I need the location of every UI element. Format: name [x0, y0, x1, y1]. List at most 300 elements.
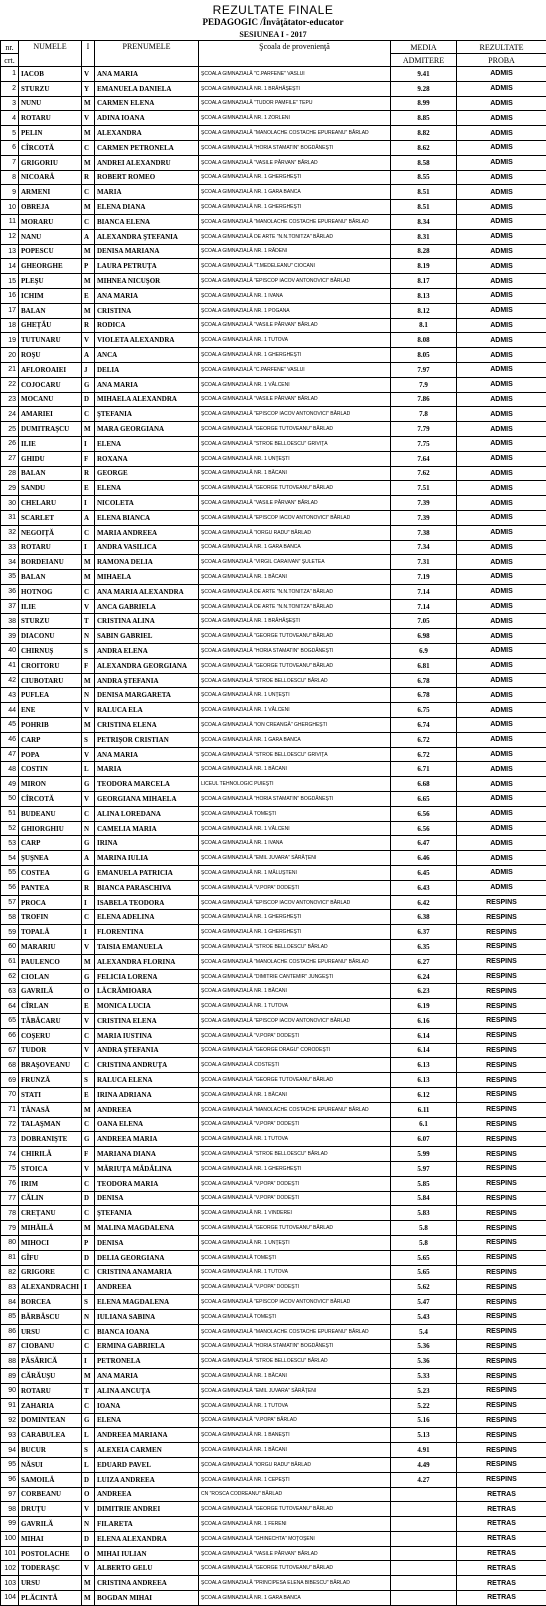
- first-name: ANDREI ALEXANDRU: [95, 155, 199, 170]
- row-number: 32: [1, 525, 19, 540]
- first-name: CAMELIA MARIA: [95, 821, 199, 836]
- initial: C: [82, 1176, 95, 1191]
- last-name: BALAN: [19, 303, 82, 318]
- last-name: TOPALĂ: [19, 925, 82, 940]
- first-name: MONICA LUCIA: [95, 999, 199, 1014]
- admission-average: 6.43: [391, 880, 457, 895]
- initial: G: [82, 969, 95, 984]
- school-name: ŞCOALA GIMNAZIALĂ "HORIA STAMATIN" BOGDĂNEŞTI: [199, 644, 391, 659]
- admission-average: 6.71: [391, 762, 457, 777]
- admission-average: 6.42: [391, 895, 457, 910]
- result-status: ADMIS: [457, 333, 546, 348]
- admission-average: 7.86: [391, 392, 457, 407]
- school-name: ŞCOALA GIMNAZIALĂ "EMIL JUVARA" SĂRĂŢENI: [199, 851, 391, 866]
- school-name: ŞCOALA GIMNAZIALĂ NR. 1 GARA BANCA: [199, 540, 391, 555]
- table-row: [1, 244, 546, 259]
- admission-average: 4.49: [391, 1457, 457, 1472]
- result-status: ADMIS: [457, 466, 546, 481]
- first-name: MĂRIUŢA MĂDĂLINA: [95, 1161, 199, 1176]
- last-name: COSTEA: [19, 866, 82, 881]
- initial: G: [82, 836, 95, 851]
- last-name: ARMENI: [19, 185, 82, 200]
- first-name: ALBERTO GELU: [95, 1561, 199, 1576]
- row-number: 20: [1, 348, 19, 363]
- last-name: CĂLIN: [19, 1191, 82, 1206]
- table-row: [1, 496, 546, 511]
- col-rezultate-header: REZULTATE: [457, 41, 546, 54]
- school-name: ŞCOALA GIMNAZIALĂ "VASILE PÂRVAN" BÂRLAD: [199, 155, 391, 170]
- col-nume-header: NUMELE: [19, 41, 82, 67]
- result-status: RESPINS: [457, 999, 546, 1014]
- result-status: RESPINS: [457, 1428, 546, 1443]
- admission-average: 6.56: [391, 806, 457, 821]
- school-name: CN "ROSCA CODREANU" BÂRLAD: [199, 1487, 391, 1502]
- admission-average: 6.27: [391, 954, 457, 969]
- table-row: [1, 1591, 546, 1606]
- table-row: [1, 673, 546, 688]
- school-name: ŞCOALA GIMNAZIALĂ "EPISCOP IACOV ANTONOVICI" BÂRLAD: [199, 407, 391, 422]
- table-row: [1, 792, 546, 807]
- initial: N: [82, 1309, 95, 1324]
- admission-average: 8.82: [391, 126, 457, 141]
- result-status: RETRAS: [457, 1546, 546, 1561]
- initial: L: [82, 1457, 95, 1472]
- row-number: 92: [1, 1413, 19, 1428]
- row-number: 51: [1, 806, 19, 821]
- first-name: LUIZA ANDREEA: [95, 1472, 199, 1487]
- row-number: 56: [1, 880, 19, 895]
- admission-average: 8.05: [391, 348, 457, 363]
- table-row: [1, 377, 546, 392]
- table-row: [1, 1309, 546, 1324]
- first-name: DENISA MARIANA: [95, 244, 199, 259]
- first-name: ANDREEA MARIANA: [95, 1428, 199, 1443]
- school-name: ŞCOALA GIMNAZIALĂ "T.MEDELEANU" CIOCANI: [199, 259, 391, 274]
- school-name: ŞCOALA GIMNAZIALĂ NR. 1 TUTOVA: [199, 1132, 391, 1147]
- admission-average: 7.39: [391, 510, 457, 525]
- table-row: [1, 126, 546, 141]
- admission-average: 7.9: [391, 377, 457, 392]
- first-name: CRISTINA ELENA: [95, 1014, 199, 1029]
- admission-average: 7.64: [391, 451, 457, 466]
- school-name: ŞCOALA GIMNAZIALĂ NR. 1 VINDEREI: [199, 1206, 391, 1221]
- first-name: ANDRA VASILICA: [95, 540, 199, 555]
- last-name: SAMOILĂ: [19, 1472, 82, 1487]
- col-scoala-header: Şcoala de provenienţă: [199, 41, 391, 67]
- admission-average: 8.19: [391, 259, 457, 274]
- first-name: ALEXEIA CARMEN: [95, 1443, 199, 1458]
- result-status: ADMIS: [457, 540, 546, 555]
- table-row: [1, 1265, 546, 1280]
- first-name: ALEXANDRA FLORINA: [95, 954, 199, 969]
- row-number: 34: [1, 555, 19, 570]
- row-number: 98: [1, 1502, 19, 1517]
- row-number: 49: [1, 777, 19, 792]
- last-name: DUMITRAŞCU: [19, 422, 82, 437]
- row-number: 62: [1, 969, 19, 984]
- result-status: RESPINS: [457, 1043, 546, 1058]
- table-row: [1, 451, 546, 466]
- row-number: 54: [1, 851, 19, 866]
- initial: F: [82, 451, 95, 466]
- admission-average: 8.62: [391, 140, 457, 155]
- first-name: ANCA: [95, 348, 199, 363]
- result-status: RESPINS: [457, 925, 546, 940]
- row-number: 42: [1, 673, 19, 688]
- result-status: ADMIS: [457, 362, 546, 377]
- table-row: [1, 732, 546, 747]
- result-status: ADMIS: [457, 673, 546, 688]
- table-row: [1, 1014, 546, 1029]
- initial: S: [82, 1295, 95, 1310]
- school-name: ŞCOALA GIMNAZIALĂ "DIMITRIE CANTEMIR" JUNGEŞTI: [199, 969, 391, 984]
- initial: N: [82, 1517, 95, 1532]
- admission-average: 8.85: [391, 111, 457, 126]
- row-number: 82: [1, 1265, 19, 1280]
- school-name: ŞCOALA GIMNAZIALĂ "EPISCOP IACOV ANTONOVICI" BÂRLAD: [199, 1014, 391, 1029]
- result-status: ADMIS: [457, 836, 546, 851]
- school-name: ŞCOALA GIMNAZIALĂ "GEORGE TUTOVEANU" BÂRLAD: [199, 629, 391, 644]
- admission-average: 6.16: [391, 1014, 457, 1029]
- last-name: ICHIM: [19, 288, 82, 303]
- admission-average: 8.51: [391, 200, 457, 215]
- last-name: CÎRCOTĂ: [19, 792, 82, 807]
- initial: M: [82, 673, 95, 688]
- first-name: ANA MARIA: [95, 288, 199, 303]
- first-name: ELENA ALEXANDRA: [95, 1531, 199, 1546]
- initial: M: [82, 1591, 95, 1606]
- first-name: MALINA MAGDALENA: [95, 1221, 199, 1236]
- table-row: [1, 1295, 546, 1310]
- school-name: ŞCOALA GIMNAZIALĂ NR. 1 BRĂHĂŞEŞTI: [199, 81, 391, 96]
- row-number: 7: [1, 155, 19, 170]
- admission-average: 5.23: [391, 1383, 457, 1398]
- admission-average: 6.35: [391, 940, 457, 955]
- initial: R: [82, 880, 95, 895]
- result-status: ADMIS: [457, 392, 546, 407]
- row-number: 36: [1, 584, 19, 599]
- first-name: DENISA: [95, 1191, 199, 1206]
- admission-average: 7.8: [391, 407, 457, 422]
- row-number: 39: [1, 629, 19, 644]
- result-status: RESPINS: [457, 1235, 546, 1250]
- first-name: DENISA: [95, 1235, 199, 1250]
- last-name: ROTARU: [19, 540, 82, 555]
- initial: M: [82, 570, 95, 585]
- admission-average: 6.47: [391, 836, 457, 851]
- first-name: ELENA: [95, 481, 199, 496]
- school-name: ŞCOALA GIMNAZIALĂ NR. 1 BĂCANI: [199, 1087, 391, 1102]
- table-row: [1, 584, 546, 599]
- first-name: ELENA ADELINA: [95, 910, 199, 925]
- row-number: 22: [1, 377, 19, 392]
- admission-average: 7.19: [391, 570, 457, 585]
- result-status: ADMIS: [457, 155, 546, 170]
- first-name: IRINA ADRIANA: [95, 1087, 199, 1102]
- first-name: TAISIA EMANUELA: [95, 940, 199, 955]
- initial: M: [82, 244, 95, 259]
- last-name: GHIORGHIU: [19, 821, 82, 836]
- initial: V: [82, 67, 95, 82]
- last-name: MIHĂILĂ: [19, 1221, 82, 1236]
- initial: M: [82, 1102, 95, 1117]
- table-row: [1, 170, 546, 185]
- row-number: 11: [1, 214, 19, 229]
- school-name: ŞCOALA GIMNAZIALĂ "STROE BELLOESCU" GRIVIŢA: [199, 436, 391, 451]
- result-status: ADMIS: [457, 244, 546, 259]
- result-status: RESPINS: [457, 1117, 546, 1132]
- first-name: MIHAELA: [95, 570, 199, 585]
- first-name: RALUCA ELA: [95, 703, 199, 718]
- first-name: ALEXANDRA: [95, 126, 199, 141]
- first-name: CRISTINA ANAMARIA: [95, 1265, 199, 1280]
- initial: M: [82, 1576, 95, 1591]
- result-status: RETRAS: [457, 1561, 546, 1576]
- table-row: [1, 1487, 546, 1502]
- admission-average: 8.13: [391, 288, 457, 303]
- last-name: OBREJA: [19, 200, 82, 215]
- result-status: RESPINS: [457, 1014, 546, 1029]
- school-name: ŞCOALA GIMNAZIALĂ NR. 1 BRĂHĂŞEŞTI: [199, 614, 391, 629]
- table-row: [1, 1147, 546, 1162]
- first-name: ROBERT ROMEO: [95, 170, 199, 185]
- result-status: RESPINS: [457, 1295, 546, 1310]
- admission-average: 8.99: [391, 96, 457, 111]
- col-crt-header: crt.: [1, 54, 19, 67]
- school-name: ŞCOALA GIMNAZIALĂ "GEORGE TUTOVEANU" BÂRLAD: [199, 1073, 391, 1088]
- result-status: RETRAS: [457, 1502, 546, 1517]
- row-number: 69: [1, 1073, 19, 1088]
- first-name: ALINA ANCUŢA: [95, 1383, 199, 1398]
- admission-average: 6.23: [391, 984, 457, 999]
- initial: M: [82, 200, 95, 215]
- school-name: ŞCOALA GIMNAZIALĂ "TUDOR PAMFILE" TEPU: [199, 96, 391, 111]
- initial: A: [82, 510, 95, 525]
- table-row: [1, 969, 546, 984]
- table-row: [1, 1087, 546, 1102]
- table-row: [1, 1161, 546, 1176]
- row-number: 77: [1, 1191, 19, 1206]
- school-name: ŞCOALA GIMNAZIALĂ "EPISCOP IACOV ANTONOVICI" BÂRLAD: [199, 1295, 391, 1310]
- result-status: ADMIS: [457, 407, 546, 422]
- admission-average: 5.4: [391, 1324, 457, 1339]
- table-row: [1, 392, 546, 407]
- school-name: ŞCOALA GIMNAZIALĂ NR. 1 GHERGHEŞTI: [199, 1161, 391, 1176]
- last-name: PĂSĂRICĂ: [19, 1354, 82, 1369]
- result-status: ADMIS: [457, 777, 546, 792]
- school-name: ŞCOALA GIMNAZIALĂ "EPISCOP IACOV ANTONOVICI" BÂRLAD: [199, 895, 391, 910]
- result-status: ADMIS: [457, 806, 546, 821]
- admission-average: 5.36: [391, 1339, 457, 1354]
- school-name: ŞCOALA GIMNAZIALĂ NR. 1 BĂCANI: [199, 984, 391, 999]
- table-row: [1, 866, 546, 881]
- last-name: POPA: [19, 747, 82, 762]
- school-name: ŞCOALA GIMNAZIALĂ "MANOLACHE COSTACHE EPUREANU" BÂRLAD: [199, 126, 391, 141]
- initial: M: [82, 1221, 95, 1236]
- school-name: ŞCOALA GIMNAZIALĂ "PRINCIPESA ELENA BIBESCU" BÂRLAD: [199, 1576, 391, 1591]
- last-name: DOBRANIŞTE: [19, 1132, 82, 1147]
- first-name: ANA MARIA: [95, 1369, 199, 1384]
- first-name: MARIA: [95, 762, 199, 777]
- result-status: ADMIS: [457, 703, 546, 718]
- row-number: 81: [1, 1250, 19, 1265]
- initial: E: [82, 481, 95, 496]
- admission-average: 7.79: [391, 422, 457, 437]
- initial: M: [82, 1369, 95, 1384]
- initial: V: [82, 792, 95, 807]
- row-number: 73: [1, 1132, 19, 1147]
- table-row: [1, 362, 546, 377]
- row-number: 86: [1, 1324, 19, 1339]
- initial: S: [82, 1073, 95, 1088]
- last-name: ŞUŞNEA: [19, 851, 82, 866]
- school-name: ŞCOALA GIMNAZIALĂ "VASILE PÂRVAN" BÂRLAD: [199, 392, 391, 407]
- table-row: [1, 1354, 546, 1369]
- admission-average: 5.62: [391, 1280, 457, 1295]
- first-name: RAMONA DELIA: [95, 555, 199, 570]
- admission-average: 6.72: [391, 732, 457, 747]
- last-name: SCARLET: [19, 510, 82, 525]
- first-name: ELENA DIANA: [95, 200, 199, 215]
- result-status: ADMIS: [457, 732, 546, 747]
- row-number: 48: [1, 762, 19, 777]
- school-name: ŞCOALA GIMNAZIALĂ "VASILE PÂRVAN" BÂRLAD: [199, 318, 391, 333]
- first-name: VIOLETA ALEXANDRA: [95, 333, 199, 348]
- table-row: [1, 525, 546, 540]
- last-name: ALEXANDRACHI: [19, 1280, 82, 1295]
- initial: I: [82, 895, 95, 910]
- first-name: PETRONELA: [95, 1354, 199, 1369]
- row-number: 60: [1, 940, 19, 955]
- table-row: [1, 466, 546, 481]
- last-name: IRIM: [19, 1176, 82, 1191]
- initial: O: [82, 984, 95, 999]
- admission-average: 8.55: [391, 170, 457, 185]
- first-name: ALINA LOREDANA: [95, 806, 199, 821]
- table-row: [1, 1102, 546, 1117]
- initial: C: [82, 584, 95, 599]
- last-name: GAVRILĂ: [19, 984, 82, 999]
- last-name: CÎRLAN: [19, 999, 82, 1014]
- first-name: FELICIA LORENA: [95, 969, 199, 984]
- table-row: [1, 214, 546, 229]
- last-name: NICOARĂ: [19, 170, 82, 185]
- table-row: [1, 940, 546, 955]
- row-number: 55: [1, 866, 19, 881]
- initial: R: [82, 466, 95, 481]
- result-status: ADMIS: [457, 658, 546, 673]
- school-name: ŞCOALA GIMNAZIALĂ NR. 1 BĂCANI: [199, 570, 391, 585]
- school-name: ŞCOALA GIMNAZIALĂ NR. 1 IVANA: [199, 288, 391, 303]
- school-name: ŞCOALA GIMNAZIALĂ "V.POPA" DODEŞTI: [199, 1280, 391, 1295]
- table-row: [1, 111, 546, 126]
- table-row: [1, 747, 546, 762]
- result-status: ADMIS: [457, 614, 546, 629]
- admission-average: 6.68: [391, 777, 457, 792]
- result-status: RESPINS: [457, 1161, 546, 1176]
- initial: C: [82, 1265, 95, 1280]
- last-name: MIHAI: [19, 1531, 82, 1546]
- admission-average: 8.12: [391, 303, 457, 318]
- first-name: ISABELA TEODORA: [95, 895, 199, 910]
- row-number: 72: [1, 1117, 19, 1132]
- school-name: ŞCOALA GIMNAZIALĂ "VIRGIL CARAIVAN" ŞULETEA: [199, 555, 391, 570]
- initial: C: [82, 407, 95, 422]
- first-name: ROXANA: [95, 451, 199, 466]
- table-row: [1, 1073, 546, 1088]
- school-name: ŞCOALA GIMNAZIALĂ NR. 1 ZORLENI: [199, 111, 391, 126]
- first-name: DIMITRIE ANDREI: [95, 1502, 199, 1517]
- school-name: ŞCOALA GIMNAZIALĂ NR. 1 MĂLUŞTENI: [199, 866, 391, 881]
- table-row: [1, 954, 546, 969]
- initial: R: [82, 170, 95, 185]
- result-status: RESPINS: [457, 910, 546, 925]
- col-proba-header: PROBA: [457, 54, 546, 67]
- last-name: GHEŢĂU: [19, 318, 82, 333]
- last-name: NĂSUI: [19, 1457, 82, 1472]
- admission-average: 6.9: [391, 644, 457, 659]
- last-name: GÎFU: [19, 1250, 82, 1265]
- school-name: ŞCOALA GIMNAZIALĂ NR. 1 BĂCANI: [199, 1443, 391, 1458]
- school-name: ŞCOALA GIMNAZIALĂ NR. 1 GARA BANCA: [199, 185, 391, 200]
- result-status: RESPINS: [457, 1280, 546, 1295]
- school-name: ŞCOALA GIMNAZIALĂ NR. 1 IVANA: [199, 836, 391, 851]
- school-name: ŞCOALA GIMNAZIALĂ "EPISCOP IACOV ANTONOVICI" BÂRLAD: [199, 510, 391, 525]
- row-number: 78: [1, 1206, 19, 1221]
- school-name: ŞCOALA GIMNAZIALĂ NR. 1 GHERGHEŞTI: [199, 910, 391, 925]
- initial: I: [82, 496, 95, 511]
- admission-average: 6.98: [391, 629, 457, 644]
- result-status: RESPINS: [457, 1265, 546, 1280]
- row-number: 26: [1, 436, 19, 451]
- result-status: ADMIS: [457, 348, 546, 363]
- row-number: 10: [1, 200, 19, 215]
- first-name: MIHNEA NICUŞOR: [95, 274, 199, 289]
- admission-average: 7.75: [391, 436, 457, 451]
- initial: C: [82, 1117, 95, 1132]
- admission-average: 8.28: [391, 244, 457, 259]
- initial: C: [82, 806, 95, 821]
- school-name: ŞCOALA GIMNAZIALĂ "HORIA STAMATIN" BOGDĂNEŞTI: [199, 792, 391, 807]
- initial: V: [82, 1502, 95, 1517]
- initial: O: [82, 1546, 95, 1561]
- page-title: REZULTATE FINALE: [0, 3, 546, 17]
- school-name: LICEUL TEHNOLOGIC PUIEŞTI: [199, 777, 391, 792]
- row-number: 50: [1, 792, 19, 807]
- school-name: ŞCOALA GIMNAZIALĂ NR. 1 GARA BANCA: [199, 732, 391, 747]
- row-number: 104: [1, 1591, 19, 1606]
- last-name: BORDEIANU: [19, 555, 82, 570]
- school-name: ŞCOALA GIMNAZIALĂ "MANOLACHE COSTACHE EPUREANU" BÂRLAD: [199, 1102, 391, 1117]
- table-row: [1, 1191, 546, 1206]
- last-name: CORBEANU: [19, 1487, 82, 1502]
- school-name: ŞCOALA GIMNAZIALĂ "STROE BELLOESCU" BÂRLAD: [199, 940, 391, 955]
- first-name: ELENA: [95, 436, 199, 451]
- initial: I: [82, 540, 95, 555]
- school-name: ŞCOALA GIMNAZIALĂ "HORIA STAMATIN" BOGDĂNEŞTI: [199, 140, 391, 155]
- first-name: GEORGE: [95, 466, 199, 481]
- initial: P: [82, 259, 95, 274]
- admission-average: 5.65: [391, 1265, 457, 1280]
- row-number: 71: [1, 1102, 19, 1117]
- school-name: ŞCOALA GIMNAZIALĂ "GEORGE TUTOVEANU" BÂRLAD: [199, 1502, 391, 1517]
- result-status: RESPINS: [457, 1472, 546, 1487]
- result-status: ADMIS: [457, 584, 546, 599]
- table-row: [1, 1206, 546, 1221]
- admission-average: 6.78: [391, 673, 457, 688]
- initial: C: [82, 1339, 95, 1354]
- school-name: ŞCOALA GIMNAZIALĂ NR. 1 VÂLCENI: [199, 821, 391, 836]
